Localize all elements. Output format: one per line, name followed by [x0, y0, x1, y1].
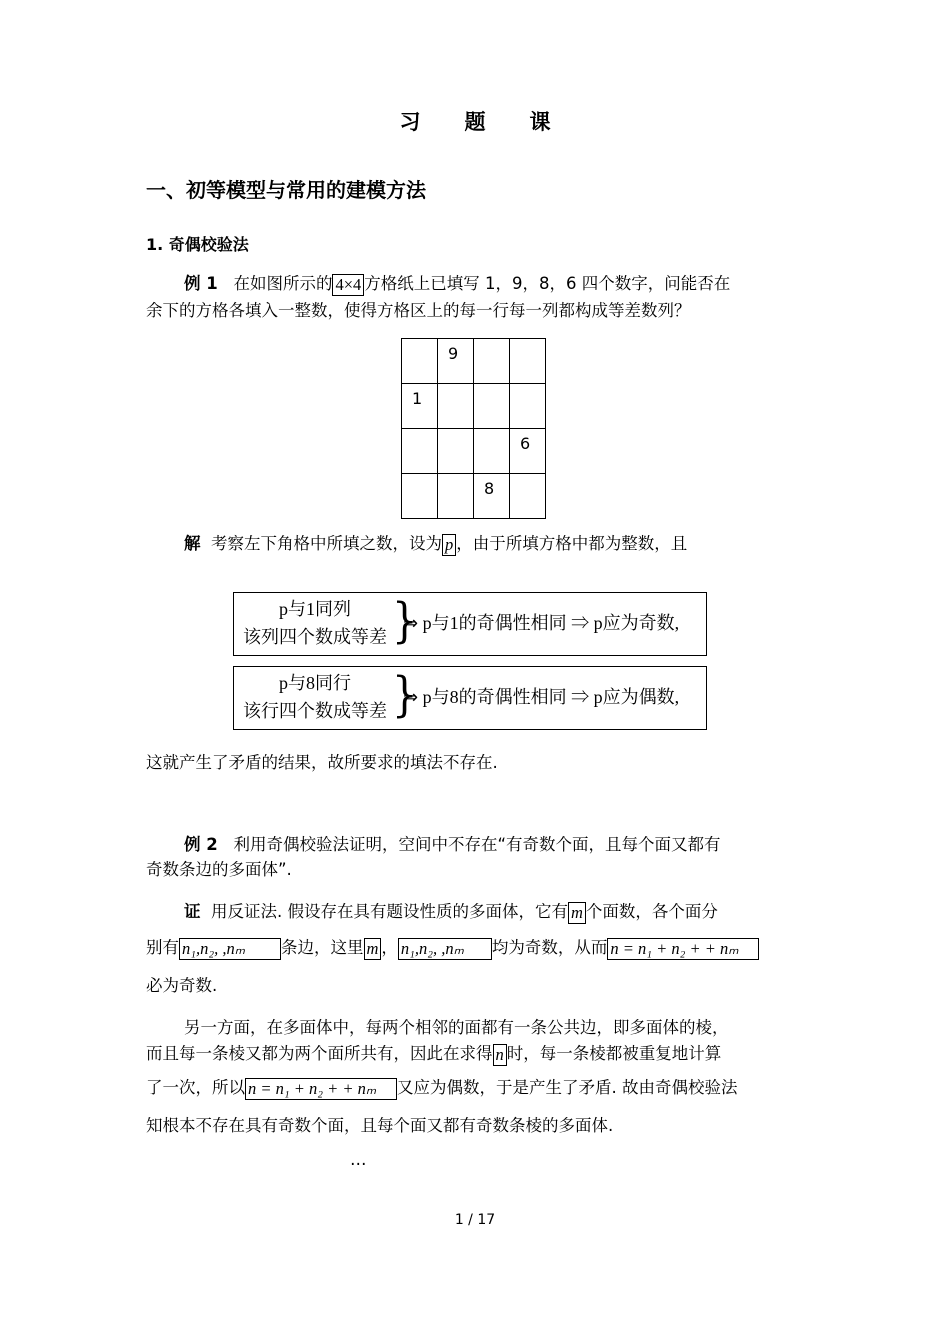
variable-m-box: m — [568, 902, 586, 924]
proof-para2-line2 — [146, 1040, 721, 1067]
solution1-conclusion: 这就产生了矛盾的结果，故所要求的填法不存在. — [146, 753, 498, 772]
text: 用反证法. 假设存在具有题设性质的多面体，它有 — [211, 902, 568, 921]
brace-icon: } — [392, 593, 418, 649]
sum-formula-box: n = n₁ + n₂ + + nₘ — [245, 1078, 397, 1100]
proof-line2 — [146, 934, 759, 961]
grid-cell — [438, 474, 474, 519]
subsection-heading: 1. 奇偶校验法 — [146, 235, 249, 254]
number-grid — [401, 338, 546, 519]
grid-cell: 1 — [402, 384, 438, 429]
brace-icon: } — [392, 667, 418, 723]
grid-cell — [474, 384, 510, 429]
text: 别有 — [146, 938, 179, 957]
example2-label: 例 2 — [184, 835, 218, 854]
grid-cell: 6 — [510, 429, 546, 474]
text: 利用奇偶校验法证明，空间中不存在“有奇数个面，且每个面又都有 — [233, 835, 721, 854]
variable-m-box: m — [364, 938, 382, 960]
proof-line1 — [184, 898, 718, 925]
grid-cell: 8 — [474, 474, 510, 519]
grid-row — [402, 339, 546, 384]
grid-row — [402, 429, 546, 474]
text: 在如图所示的 — [233, 274, 333, 293]
text: 而且每一条棱又都为两个面所共有，因此在求得 — [146, 1044, 493, 1063]
grid-cell — [402, 429, 438, 474]
text: 时，每一条棱都被重复地计算 — [506, 1044, 722, 1063]
formula-conclusion: ⇒ p与8的奇偶性相同 ⇒ p应为偶数, — [403, 687, 680, 707]
title-char: 题 — [464, 110, 486, 134]
example1-label: 例 1 — [184, 274, 218, 293]
proof-label: 证 — [184, 902, 201, 921]
proof-line3: 必为奇数. — [146, 976, 218, 995]
grid-cell — [402, 339, 438, 384]
proof-para2-line1: 另一方面，在多面体中，每两个相邻的面都有一条公共边，即多面体的棱， — [184, 1018, 729, 1037]
ellipsis: … — [350, 1150, 367, 1169]
grid-row — [402, 474, 546, 519]
grid-cell — [402, 474, 438, 519]
grid-cell — [474, 429, 510, 474]
proof-para2-line4: 知根本不存在具有奇数个面，且每个面又都有奇数条棱的多面体. — [146, 1116, 614, 1135]
edges-list-box: n₁,n₂, ,nₘ — [179, 938, 281, 960]
solution-label: 解 — [184, 534, 201, 553]
sum-formula-box: n = n₁ + n₂ + + nₘ — [607, 938, 759, 960]
text: ，由于所填方格中都为整数，且 — [456, 534, 688, 553]
variable-p-box: p — [442, 534, 456, 556]
section-heading: 一、初等模型与常用的建模方法 — [146, 178, 426, 202]
grid-cell — [510, 384, 546, 429]
formula-conclusion: ⇒ p与1的奇偶性相同 ⇒ p应为奇数, — [403, 613, 680, 633]
formula-box-even — [233, 666, 707, 730]
text: 条边，这里 — [281, 938, 364, 957]
text: 又应为偶数，于是产生了矛盾. 故由奇偶校验法 — [397, 1078, 738, 1097]
text: 了一次，所以 — [146, 1078, 245, 1097]
formula-premise-1: p与1同列 — [279, 599, 351, 619]
grid-row — [402, 384, 546, 429]
grid-cell: 9 — [438, 339, 474, 384]
formula-box-odd — [233, 592, 707, 656]
edges-list-box: n₁,n₂, ,nₘ — [398, 938, 492, 960]
grid-cell — [510, 474, 546, 519]
grid-size-box: 4×4 — [332, 274, 364, 296]
title-char: 习 — [399, 110, 421, 134]
text: 个面数，各个面分 — [585, 902, 718, 921]
example1-line2: 余下的方格各填入一整数，使得方格区上的每一行每一列都构成等差数列？ — [146, 301, 691, 320]
text: 方格纸上已填写 1，9，8，6 四个数字，问能否在 — [364, 274, 731, 293]
grid-cell — [438, 384, 474, 429]
page-title — [0, 106, 950, 136]
formula-premise-2: 该列四个数成等差 — [243, 627, 387, 647]
example1-line1 — [184, 270, 730, 297]
grid-cell — [474, 339, 510, 384]
formula-premise-2: 该行四个数成等差 — [243, 701, 387, 721]
text: ， — [381, 938, 398, 957]
solution1-line — [184, 530, 687, 557]
example2-line2: 奇数条边的多面体”. — [146, 860, 292, 879]
text: 考察左下角格中所填之数，设为 — [211, 534, 442, 553]
text: 均为奇数，从而 — [491, 938, 608, 957]
page-number: 1 / 17 — [454, 1212, 496, 1228]
grid-cell — [438, 429, 474, 474]
grid-cell — [510, 339, 546, 384]
proof-para2-line3 — [146, 1074, 738, 1101]
title-char: 课 — [529, 110, 551, 134]
variable-n-box: n — [493, 1044, 507, 1066]
example2-line1 — [184, 831, 721, 858]
formula-premise-1: p与8同行 — [279, 673, 351, 693]
